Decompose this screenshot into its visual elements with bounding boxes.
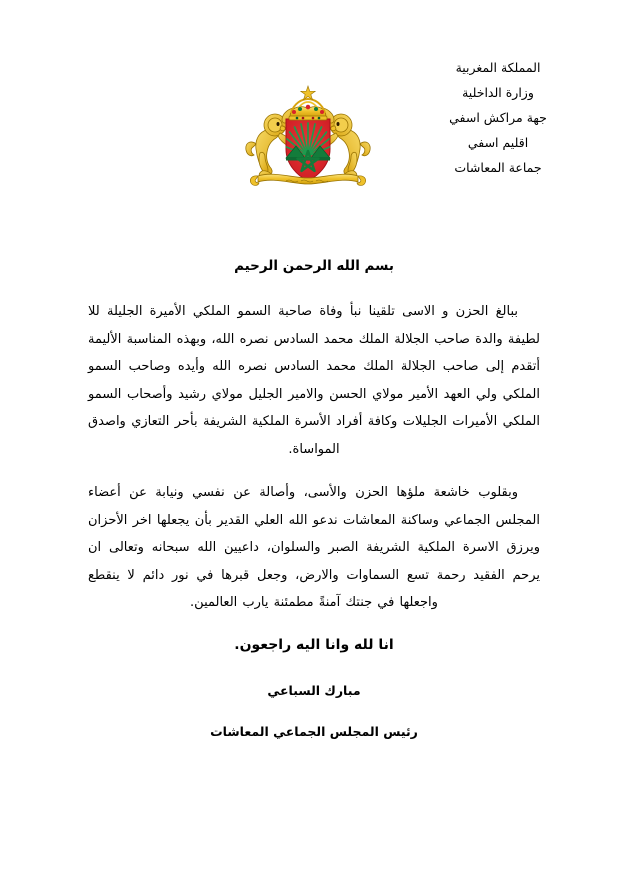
letterhead-line-kingdom: المملكة المغربية [455,60,541,75]
letter-body [88,258,540,739]
royal-crown-icon [289,86,327,120]
letterhead-text-block [378,55,618,180]
letterhead [0,55,628,215]
letterhead-line-commune: جماعة المعاشات [454,160,542,175]
closing-phrase: انا لله وانا اليه راجعون. [234,636,394,653]
five-pointed-star-icon [301,86,316,100]
signatory-title: رئيس المجلس الجماعي المعاشات [210,723,418,739]
signatory-name: مبارك السباعي [267,682,361,698]
letterhead-line-province: اقليم اسفي [467,135,529,150]
shield [286,119,330,181]
signature-block [88,683,540,739]
letterhead-line-ministry: وزارة الداخلية [462,85,534,100]
paragraph-condolence-second: وبقلوب خاشعة ملؤها الحزن والأسى، وأصالة عن نفسي ونيابة عن أعضاء المجلس الجماعي وساكنة المعاشات ندعو الله العلي القدير بأن يجعلها اخر الأحزان ويرزق الاسرة الملكية الشريفة الصبر والسلوان، داعيين الله سبحانه وتعالى ان يرحم الفقيد رحمة تسع السماوات والارض، وجعل قبرها في نور دائم لا ينقطع واجعلها في جنتك آمنةً مطمئنة يارب العالمين. [88,485,540,610]
paragraph-condolence-first: ببالغ الحزن و الاسى تلقينا نبأ وفاة صاحبة السمو الملكي الأميرة الجليلة للا لطيفة والدة صاحب الجلالة الملك محمد السادس نصره الله، وبهذه المناسبة الأليمة أتقدم إلى صاحب الجلالة الملك محمد السادس نصره الله وأيده وصاحب السمو الملكي ولي العهد الأمير مولاي الحسن والامير الجليل مولاي رشيد وأصحاب السمو الملكي الأميرات الجليلات وكافة أفراد الأسرة الملكية الشريفة بأحر التعازي واصدق المواساة. [88,304,540,457]
basmala-heading: بسم الله الرحمن الرحيم [234,258,394,274]
letterhead-line-region: جهة مراكش اسفي [449,110,547,125]
moroccan-coat-of-arms-emblem [238,83,378,195]
